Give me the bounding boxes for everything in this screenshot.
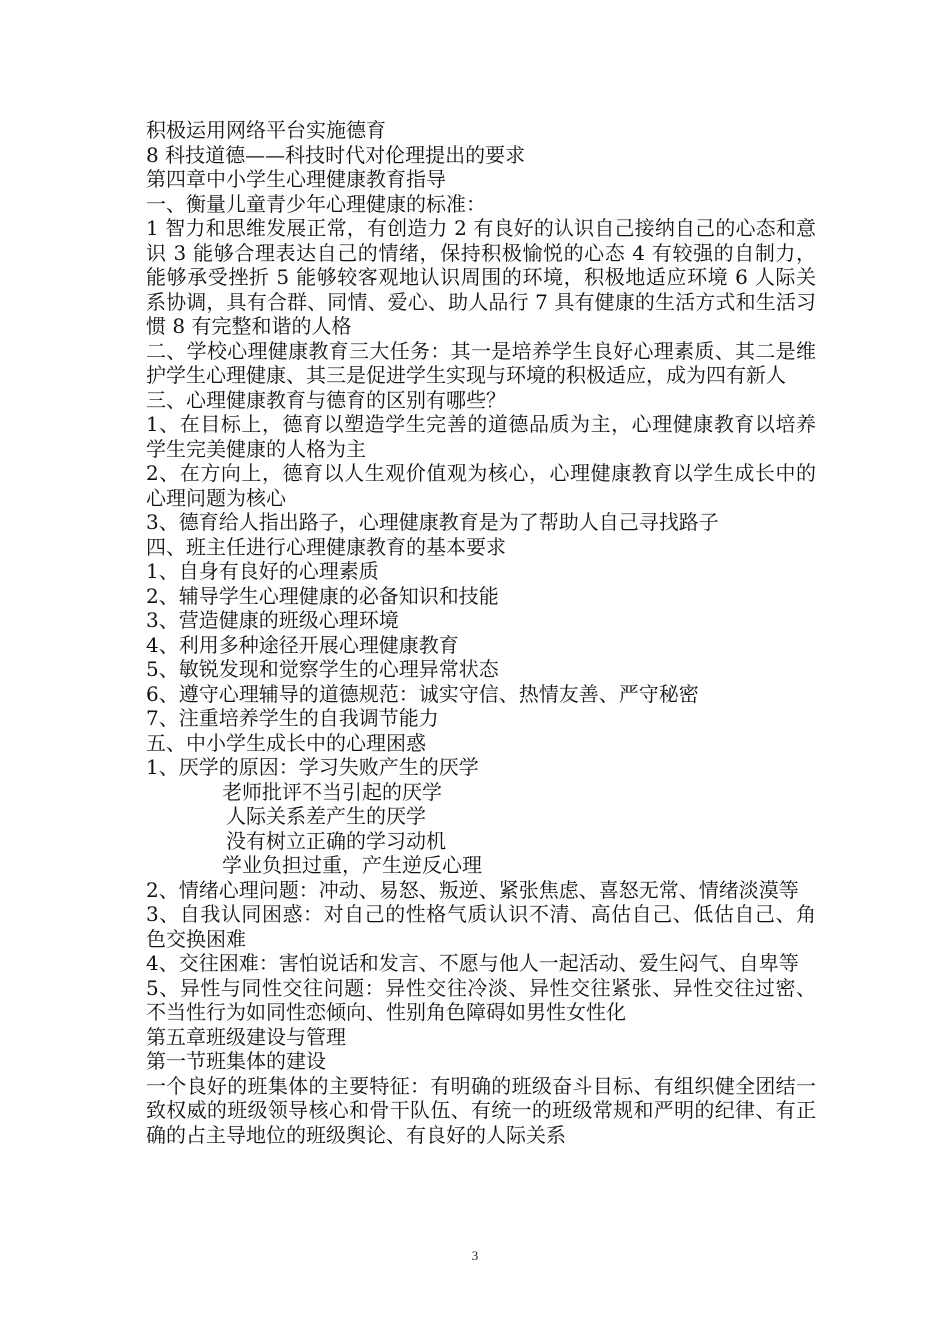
list-item: 1、自身有良好的心理素质 <box>146 559 379 583</box>
list-item: 4、利用多种途径开展心理健康教育 <box>146 632 459 657</box>
list-item: 7、注重培养学生的自我调节能力 <box>146 706 439 730</box>
list-item: 1、厌学的原因：学习失败产生的厌学 <box>146 755 479 779</box>
list-item: 6、遵守心理辅导的道德规范：诚实守信、热情友善、严守秘密 <box>146 681 699 706</box>
paragraph: 1、在目标上，德育以塑造学生完善的道德品质为主，心理健康教育以培养学生完美健康的人格为主 <box>146 412 816 461</box>
paragraph: 二、学校心理健康教育三大任务：其一是培养学生良好心理素质、其二是维护学生心理健康、其三是促进学生实现与环境的积极适应，成为四有新人 <box>146 338 816 387</box>
text-line: 8 科技道德——科技时代对伦理提出的要求 <box>146 142 526 167</box>
paragraph: 3、德育给人指出路子，心理健康教育是为了帮助人自己寻找路子 <box>146 510 719 534</box>
list-item: 5、异性与同性交往问题：异性交往冷淡、异性交往紧张、异性交往过密、不当性行为如同性恋倾向、性别角色障碍如男性女性化 <box>146 975 816 1024</box>
list-item: 5、敏锐发现和觉察学生的心理异常状态 <box>146 657 499 681</box>
section-heading: 五、中小学生成长中的心理困惑 <box>146 730 426 755</box>
section-heading: 三、心理健康教育与德育的区别有哪些？ <box>146 387 506 412</box>
section-heading: 一、衡量儿童青少年心理健康的标准： <box>146 191 486 216</box>
section-heading: 四、班主任进行心理健康教育的基本要求 <box>146 534 506 559</box>
indented-line: 学业负担过重，产生逆反心理 <box>222 853 482 877</box>
list-item: 2、辅导学生心理健康的必备知识和技能 <box>146 583 499 608</box>
document-body <box>146 118 816 1147</box>
paragraph: 1 智力和思维发展正常，有创造力 2 有良好的认识自己接纳自己的心态和意识 3 能够合理表达自己的情绪，保持积极愉悦的心态 4 有较强的自制力，能够承受挫折 5 能够较客观地认识周围的环境，积极地适应环境 6 人际关系协调，具有合群、同情、爱心、助人品行 7 具有健康的生活方式和生活习惯 8 有完整和谐的人格 <box>146 216 816 338</box>
chapter-heading: 第五章班级建设与管理 <box>146 1024 346 1049</box>
paragraph: 一个良好的班集体的主要特征：有明确的班级奋斗目标、有组织健全团结一致权威的班级领导核心和骨干队伍、有统一的班级常规和严明的纪律、有正确的占主导地位的班级舆论、有良好的人际关系 <box>146 1073 816 1147</box>
indented-line: 人际关系差产生的厌学 <box>226 804 426 828</box>
list-item: 2、情绪心理问题：冲动、易怒、叛逆、紧张焦虑、喜怒无常、情绪淡漠等 <box>146 877 799 902</box>
list-item: 4、交往困难：害怕说话和发言、不愿与他人一起活动、爱生闷气、自卑等 <box>146 951 799 975</box>
indented-line: 老师批评不当引起的厌学 <box>222 779 442 804</box>
chapter-heading: 第四章中小学生心理健康教育指导 <box>146 167 446 191</box>
text-line: 积极运用网络平台实施德育 <box>146 118 386 142</box>
list-item: 3、营造健康的班级心理环境 <box>146 608 399 632</box>
section-heading: 第一节班集体的建设 <box>146 1049 326 1073</box>
page-number: 3 <box>471 1248 479 1263</box>
list-item: 3、自我认同困惑：对自己的性格气质认识不清、高估自己、低估自己、角色交换困难 <box>146 902 816 951</box>
paragraph: 2、在方向上，德育以人生观价值观为核心，心理健康教育以学生成长中的心理问题为核心 <box>146 461 816 510</box>
indented-line: 没有树立正确的学习动机 <box>226 828 446 853</box>
